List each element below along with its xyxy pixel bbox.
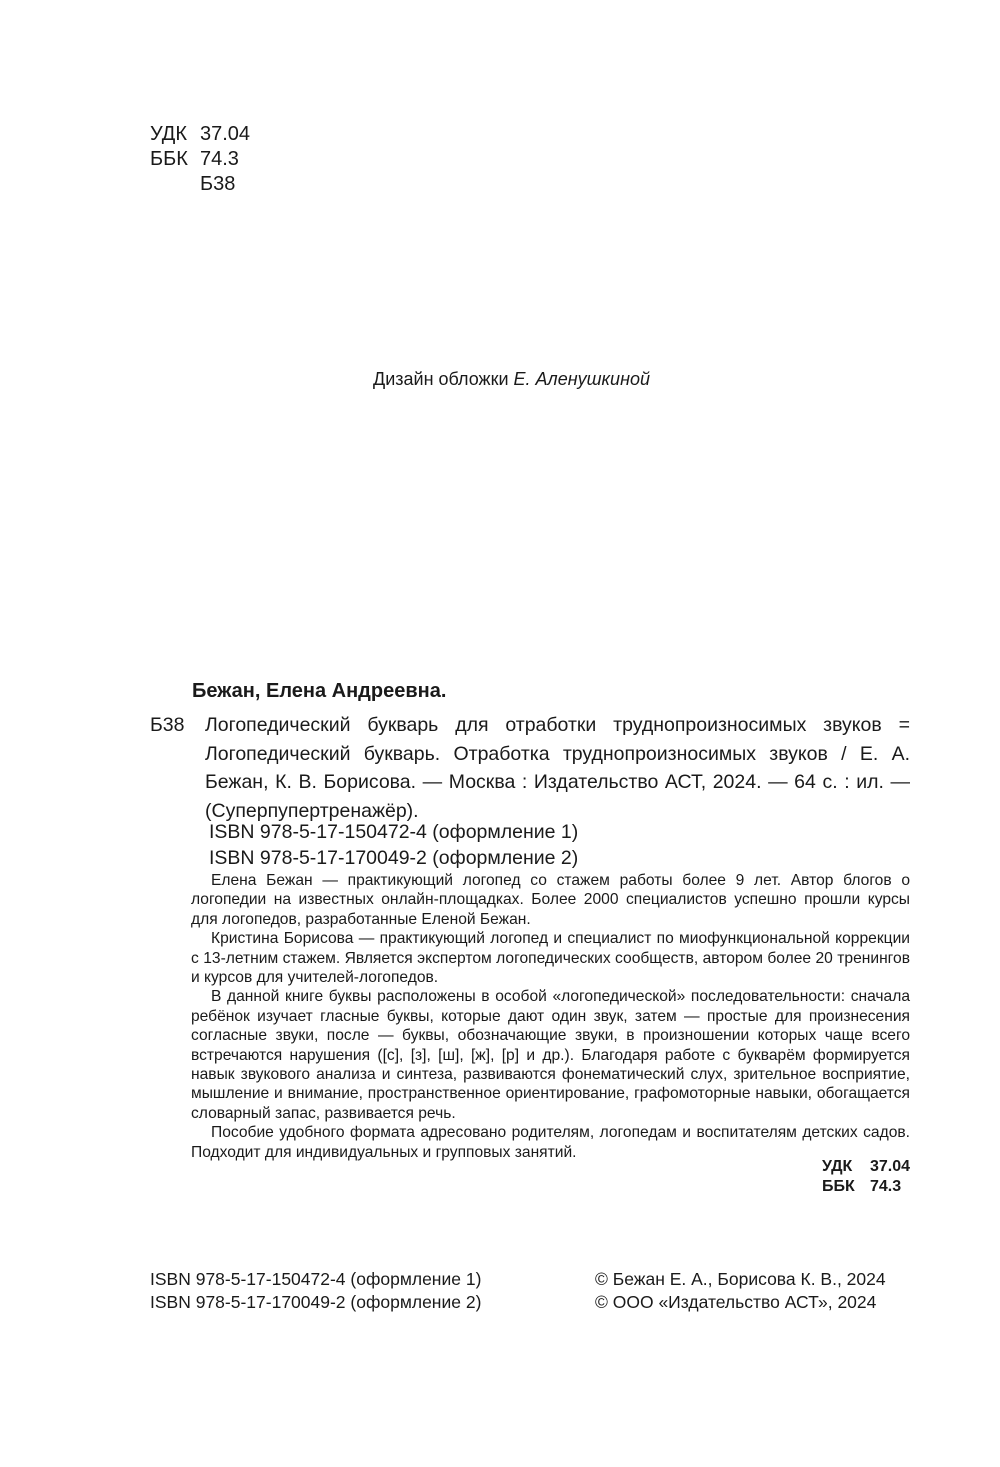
bbk-bottom-value: 74.3 [869, 1178, 902, 1195]
udk-label: УДК [150, 123, 188, 145]
bibliographic-code: Б38 [150, 714, 185, 736]
footer-isbn-2: ISBN 978-5-17-170049-2 (оформление 2) [150, 1292, 482, 1312]
classification-codes-bottom [822, 1157, 910, 1197]
classification-block [150, 122, 250, 197]
author-heading: Бежан, Елена Андреевна. [192, 680, 447, 702]
copyright-line-2: © ООО «Издательство АСТ», 2024 [595, 1292, 877, 1312]
annotation-paragraph-1: Елена Бежан — практикующий логопед со стажем работы более 9 лет. Автор блогов о логопедии на известных онлайн-площадках. Более 2000 специалистов успешно прошли курсы для логопедов, разработанные Еленой Бежан. [191, 872, 910, 928]
cover-designer-name: Е. Аленушкиной [513, 369, 650, 389]
footer-isbn-list [150, 1268, 481, 1314]
udk-bottom-line [822, 1157, 910, 1177]
bbk-bottom-label: ББК [821, 1178, 855, 1195]
author-sign: Б38 [200, 173, 236, 195]
annotation [191, 871, 910, 1162]
annotation-paragraph-2: Кристина Борисова — практикующий логопед и специалист по миофункциональной коррекции с 13-летним стажем. Является экспертом логопедических сообществ, автором более 20 тренингов и курсов для учителей-логопедов. [191, 930, 910, 987]
cover-design-label: Дизайн обложки [373, 369, 509, 389]
copyright-block [595, 1268, 886, 1314]
annotation-paragraph-4: Пособие удобного формата адресовано родителям, логопедам и воспитателям детских садов. Подходит для индивидуальных и групповых занятий. [191, 1124, 910, 1161]
bbk-value: 74.3 [200, 148, 239, 170]
bbk-label: ББК [150, 148, 188, 170]
udk-line [150, 122, 250, 147]
cover-design-credit [373, 369, 650, 390]
copyright-line-1: © Бежан Е. А., Борисова К. В., 2024 [595, 1269, 886, 1289]
udk-value: 37.04 [200, 123, 251, 145]
bbk-bottom-line [822, 1177, 910, 1197]
isbn-line-2: ISBN 978-5-17-170049-2 (оформление 2) [209, 847, 579, 869]
isbn-list [209, 819, 578, 871]
bbk-line [150, 147, 250, 172]
bibliographic-description: Логопедический букварь для отработки труднопроизносимых звуков = Логопедический букварь. Отработка труднопроизносимых звуков / Е. А. Бежан, К. В. Борисова. — Москва : Издательство АСТ, 2024. — 64 с. : ил. — (Суперпупертренажёр). [205, 714, 910, 822]
footer-isbn-1: ISBN 978-5-17-150472-4 (оформление 1) [150, 1269, 482, 1289]
isbn-line-1: ISBN 978-5-17-150472-4 (оформление 1) [209, 821, 579, 843]
udk-bottom-label: УДК [821, 1158, 853, 1175]
udk-bottom-value: 37.04 [869, 1158, 910, 1175]
bibliographic-record [150, 711, 910, 825]
annotation-paragraph-3: В данной книге буквы расположены в особой «логопедической» последовательности: сначала ребёнок изучает гласные буквы, которые дают один звук, затем — простые для произнесения согласные звуки, после — буквы, обозначающие звуки, в произношении которых чаще всего встречаются нарушения ([с], [з], [ш], [ж], [р] и др.). Благодаря работе с букварём формируется навык звукового анализа и синтеза, развиваются фонематический слух, зрительное восприятие, мышление и внимание, пространственное ориентирование, графомоторные навыки, обогащается словарный запас, развивается речь. [191, 988, 910, 1122]
